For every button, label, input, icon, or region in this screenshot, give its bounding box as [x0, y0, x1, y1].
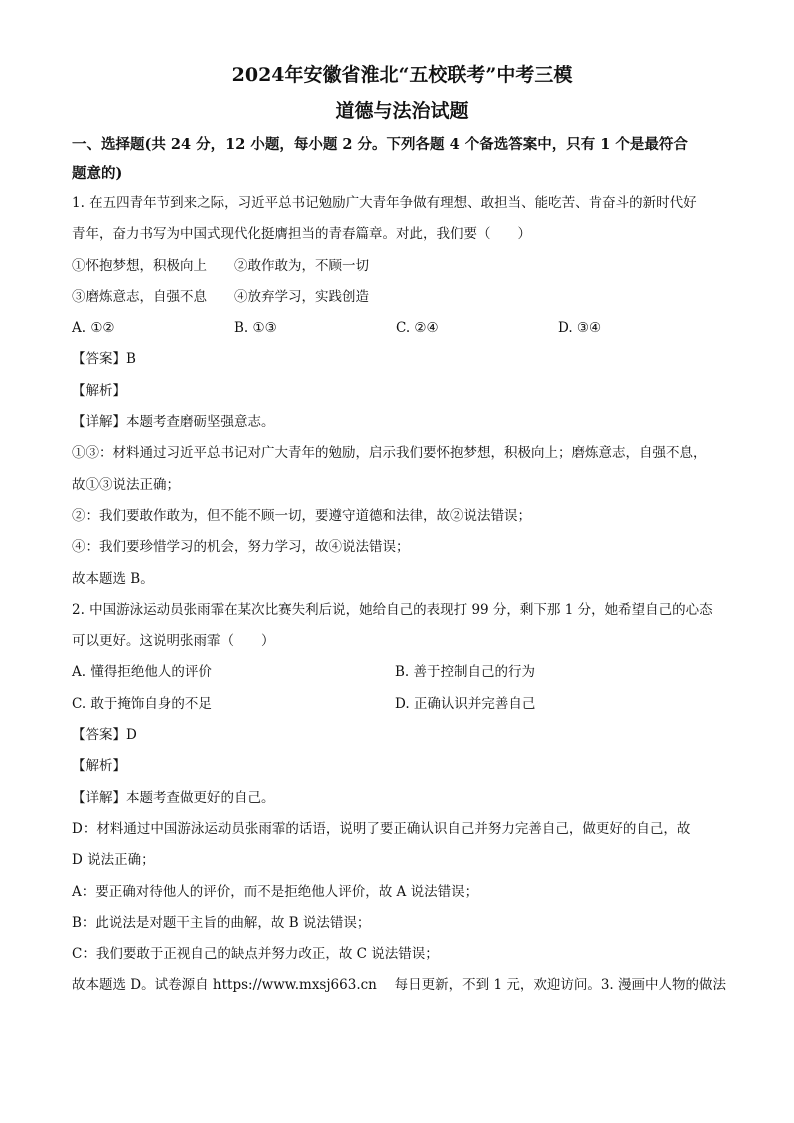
- q1-answer: 【答案】B: [72, 351, 136, 368]
- section-heading-line-2: 题意的): [72, 165, 123, 182]
- q1-stem-line-2: 青年，奋力书写为中国式现代化挺膺担当的青春篇章。对此，我们要（ ）: [72, 226, 531, 243]
- q1-analysis-tag: 【解析】: [72, 382, 126, 399]
- q1-option-d: D. ③④: [558, 320, 602, 337]
- q2-options-row-2: [72, 689, 732, 720]
- q1-explanation-3: ④：我们要珍惜学习的机会，努力学习，故④说法错误；: [72, 539, 410, 556]
- q2-explanation-1-line-1: D：材料通过中国游泳运动员张雨霏的话语，说明了要正确认识自己并努力完善自己，做更好的自己，故: [72, 820, 691, 837]
- q2-options-row-1: [72, 657, 732, 688]
- q1-item-line-2: ③磨炼意志，自强不息 ④放弃学习，实践创造: [72, 288, 369, 305]
- q1-explanation-2: ②：我们要敢作敢为，但不能不顾一切，要遵守道德和法律，故②说法错误；: [72, 507, 531, 524]
- section-heading: [72, 130, 732, 188]
- q2-stem-line-2: 可以更好。这说明张雨霏（ ）: [72, 633, 275, 650]
- q1-conclusion: 故本题选 B。: [72, 570, 154, 587]
- q1-option-c: C. ②④: [396, 320, 439, 337]
- q2-explanation-2: A：要正确对待他人的评价，而不是拒绝他人评价，故 A 说法错误；: [72, 883, 479, 900]
- q1-explanation-1-line-1: ①③：材料通过习近平总书记对广大青年的勉励，启示我们要怀抱梦想，积极向上；磨炼意志，自强不息，: [72, 445, 707, 462]
- q1-stem-line-1: 1. 在五四青年节到来之际，习近平总书记勉励广大青年争做有理想、敢担当、能吃苦、肯奋斗的新时代好: [72, 195, 697, 211]
- document-title: 2024年安徽省淮北“五校联考”中考三模: [231, 64, 573, 86]
- section-heading-line-1: 一、选择题(共 24 分，12 小题，每小题 2 分。下列各题 4 个备选答案中，只有 1 个是最符合: [72, 136, 688, 153]
- q2-option-a: A. 懂得拒绝他人的评价: [72, 664, 212, 681]
- q2-detail: 【详解】本题考查做更好的自己。: [72, 789, 275, 806]
- q1-option-a: A. ①②: [72, 320, 115, 337]
- q2-explanation-1-line-2: D 说法正确；: [72, 852, 155, 869]
- document-subtitle: 道德与法治试题: [335, 100, 469, 122]
- document-page: [72, 62, 732, 1002]
- q1-detail: 【详解】本题考查磨砺坚强意志。: [72, 414, 275, 431]
- q2-explanation-3: B：此说法是对题干主旨的曲解，故 B 说法错误；: [72, 914, 371, 931]
- question-2: [72, 595, 732, 1002]
- q2-analysis-tag: 【解析】: [72, 758, 126, 775]
- q2-option-c: C. 敢于掩饰自身的不足: [72, 695, 212, 712]
- question-1: [72, 188, 732, 595]
- q2-option-b: B. 善于控制自己的行为: [395, 664, 536, 681]
- q1-explanation-1-line-2: 故①③说法正确；: [72, 476, 180, 493]
- q1-item-line-1: ①怀抱梦想，积极向上 ②敢作敢为，不顾一切: [72, 257, 369, 274]
- q2-explanation-4: C：我们要敢于正视自己的缺点并努力改正，故 C 说法错误；: [72, 946, 439, 963]
- q1-options: [72, 313, 732, 344]
- q2-answer: 【答案】D: [72, 727, 137, 744]
- q2-option-d: D. 正确认识并完善自己: [395, 695, 536, 712]
- q1-option-b: B. ①③: [234, 320, 277, 337]
- q2-stem-line-1: 2. 中国游泳运动员张雨霏在某次比赛失利后说，她给自己的表现打 99 分，剩下那 1 分，她希望自己的心态: [72, 601, 713, 618]
- q2-conclusion: 故本题选 D。试卷源自 https://www.mxsj663.cn 每日更新，不到 1 元，欢迎访问。3. 漫画中人物的做法: [72, 977, 726, 994]
